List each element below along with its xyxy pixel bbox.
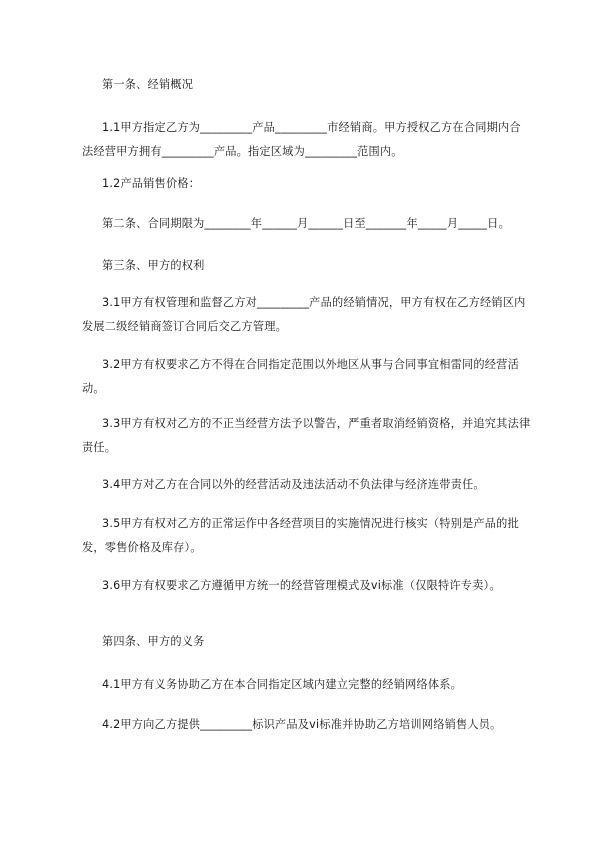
article-2-term: 第二条、合同期限为________年______月______日至_______年_____月_____日。 <box>102 217 510 230</box>
clause-3-6: 3.6甲方有权要求乙方遵循甲方统一的经营管理模式及vi标准（仅限特许专卖）。 <box>102 579 501 592</box>
clause-3-5: 3.5甲方有权对乙方的正常运作中各经营项目的实施情况进行核实（特别是产品的批发，零售价格及库存）。 <box>82 517 519 554</box>
clause-3-3: 3.3甲方有权对乙方的不正当经营方法予以警告，严重者取消经销资格，并追究其法律责任。 <box>82 417 531 454</box>
article-4-heading: 第四条、甲方的义务 <box>102 635 205 648</box>
clause-4-2: 4.2甲方向乙方提供_________标识产品及vi标准并协助乙方培训网络销售人员。 <box>102 718 502 731</box>
clause-1-1: 1.1甲方指定乙方为_________产品_________市经销商。甲方授权乙方在合同期内合法经营甲方拥有_________产品。指定区域为_________范围内。 <box>82 121 521 158</box>
clause-3-1: 3.1甲方有权管理和监督乙方对_________产品的经销情况，甲方有权在乙方经销区内发展二级经销商签订合同后交乙方管理。 <box>82 296 526 333</box>
clause-1-2: 1.2产品销售价格： <box>102 177 201 190</box>
clause-3-4: 3.4甲方对乙方在合同以外的经营活动及违法活动不负法律与经济连带责任。 <box>102 478 485 491</box>
clause-3-2: 3.2甲方有权要求乙方不得在合同指定范围以外地区从事与合同事宜相雷同的经营活动。 <box>82 358 519 395</box>
clause-4-1: 4.1甲方有义务协助乙方在本合同指定区域内建立完整的经销网络体系。 <box>102 678 463 691</box>
article-1-heading: 第一条、经销概况 <box>102 78 194 91</box>
article-3-heading: 第三条、甲方的权利 <box>102 259 205 272</box>
